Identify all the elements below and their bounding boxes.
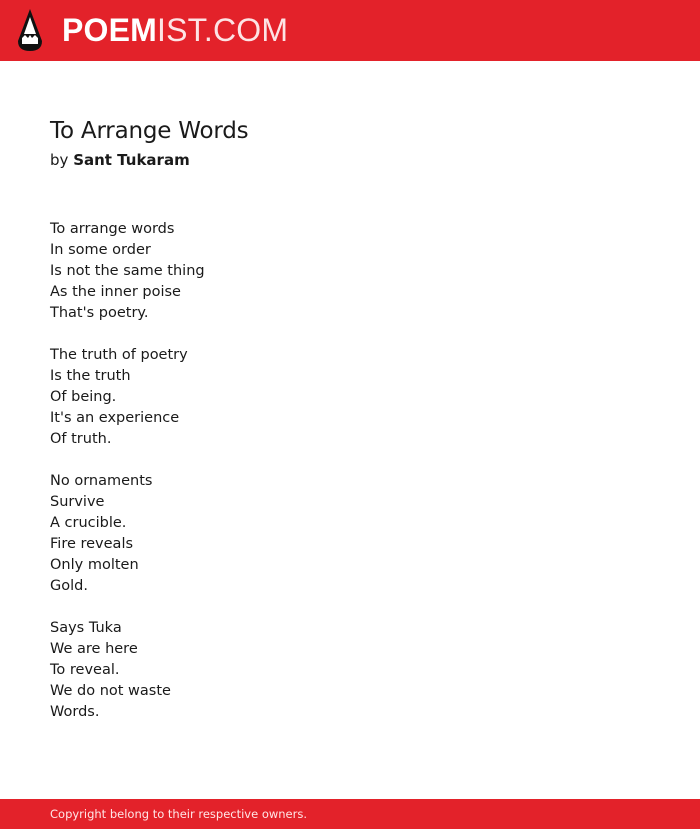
poem-line: We are here: [50, 641, 138, 657]
poem-line: To arrange words: [50, 221, 175, 237]
author-name[interactable]: Sant Tukaram: [73, 151, 190, 169]
top-bar: [0, 0, 700, 61]
poem-line: Is the truth: [50, 368, 131, 384]
pencil-tip-icon: [17, 8, 43, 52]
poem-line: The truth of poetry: [50, 347, 188, 363]
poem-line: Survive: [50, 494, 105, 510]
copyright-text: Copyright belong to their respective owners.: [50, 807, 308, 821]
stanza-4: [50, 618, 650, 723]
poem-article: [50, 113, 650, 744]
stanza-3: [50, 471, 650, 597]
site-name: [62, 8, 288, 52]
poem-line: Words.: [50, 704, 100, 720]
logo-light-text: IST.COM: [157, 12, 289, 48]
poem-line: No ornaments: [50, 473, 153, 489]
poem-line: A crucible.: [50, 515, 127, 531]
poem-body: [50, 219, 650, 723]
poem-line: We do not waste: [50, 683, 171, 699]
poem-line: Gold.: [50, 578, 88, 594]
stanza-2: [50, 345, 650, 450]
poem-line: It's an experience: [50, 410, 180, 426]
logo-bold-text: POEM: [62, 12, 158, 48]
byline: [50, 149, 650, 171]
poem-line: Fire reveals: [50, 536, 134, 552]
stanza-1: [50, 219, 650, 324]
by-label: by: [50, 151, 69, 169]
poem-title: To Arrange Words: [50, 118, 249, 144]
poem-line: Of being.: [50, 389, 117, 405]
poem-line: In some order: [50, 242, 151, 258]
poem-line: Of truth.: [50, 431, 112, 447]
poem-line: That's poetry.: [50, 305, 149, 321]
poem-line: To reveal.: [50, 662, 120, 678]
poem-line: As the inner poise: [50, 284, 181, 300]
poem-line: Is not the same thing: [50, 263, 205, 279]
site-logo[interactable]: [17, 8, 288, 52]
footer-bar: [0, 799, 700, 829]
poem-line: Only molten: [50, 557, 139, 573]
poem-line: Says Tuka: [50, 620, 122, 636]
